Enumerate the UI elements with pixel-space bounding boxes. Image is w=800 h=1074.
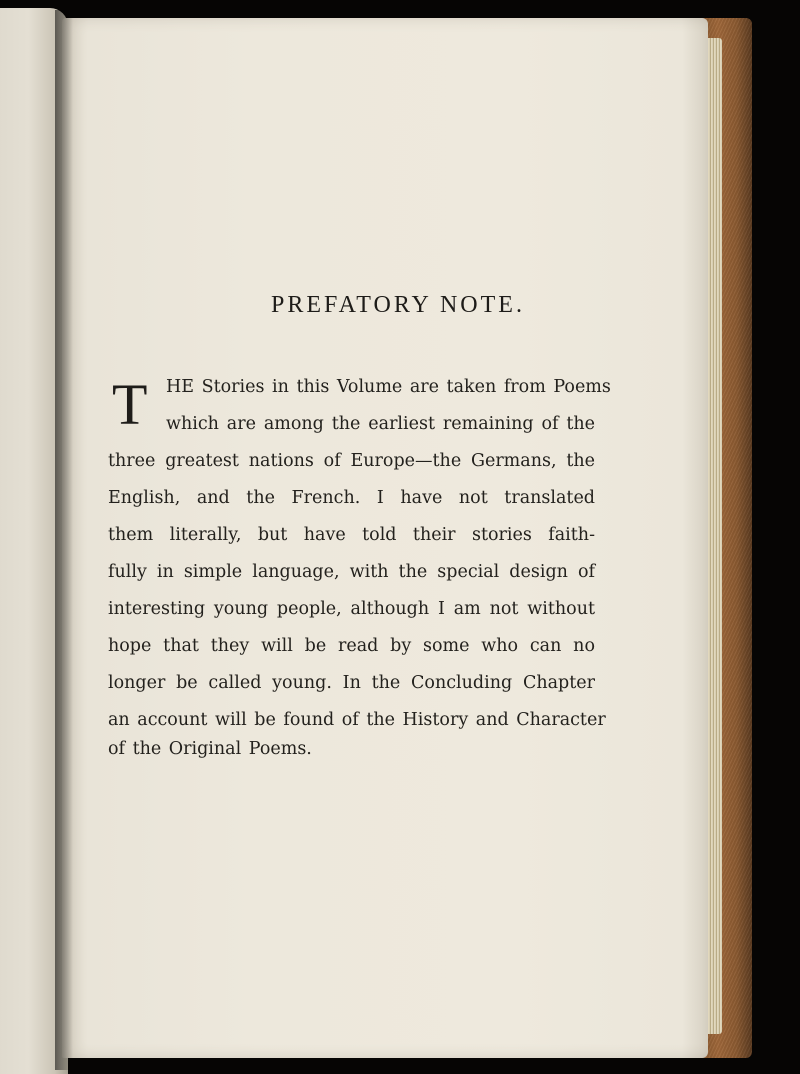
paragraph-line: of the Original Poems.	[108, 739, 312, 759]
paragraph-line: an account will be found of the History and Character	[108, 710, 606, 730]
page-title-text: PREFATORY NOTE.	[271, 292, 525, 318]
paragraph-line: hope that they will be read by some who can no	[108, 636, 595, 656]
paragraph-line: HE Stories in this Volume are taken from Poems	[166, 377, 611, 397]
paragraph-line: three greatest nations of Europe—the Germans, the	[108, 451, 595, 471]
paragraph-line: longer be called young. In the Concluding Chapter	[108, 673, 595, 693]
paragraph-line: fully in simple language, with the special design of	[108, 562, 595, 582]
paragraph-line: interesting young people, although I am not without	[108, 599, 595, 619]
paragraph-line: them literally, but have told their stories faith-	[108, 525, 595, 545]
gutter-shadow	[55, 10, 73, 1070]
drop-cap: T	[112, 372, 148, 437]
paragraph-line: which are among the earliest remaining of the	[166, 414, 595, 434]
page-title	[0, 292, 800, 319]
paragraph-line: English, and the French. I have not translated	[108, 488, 595, 508]
